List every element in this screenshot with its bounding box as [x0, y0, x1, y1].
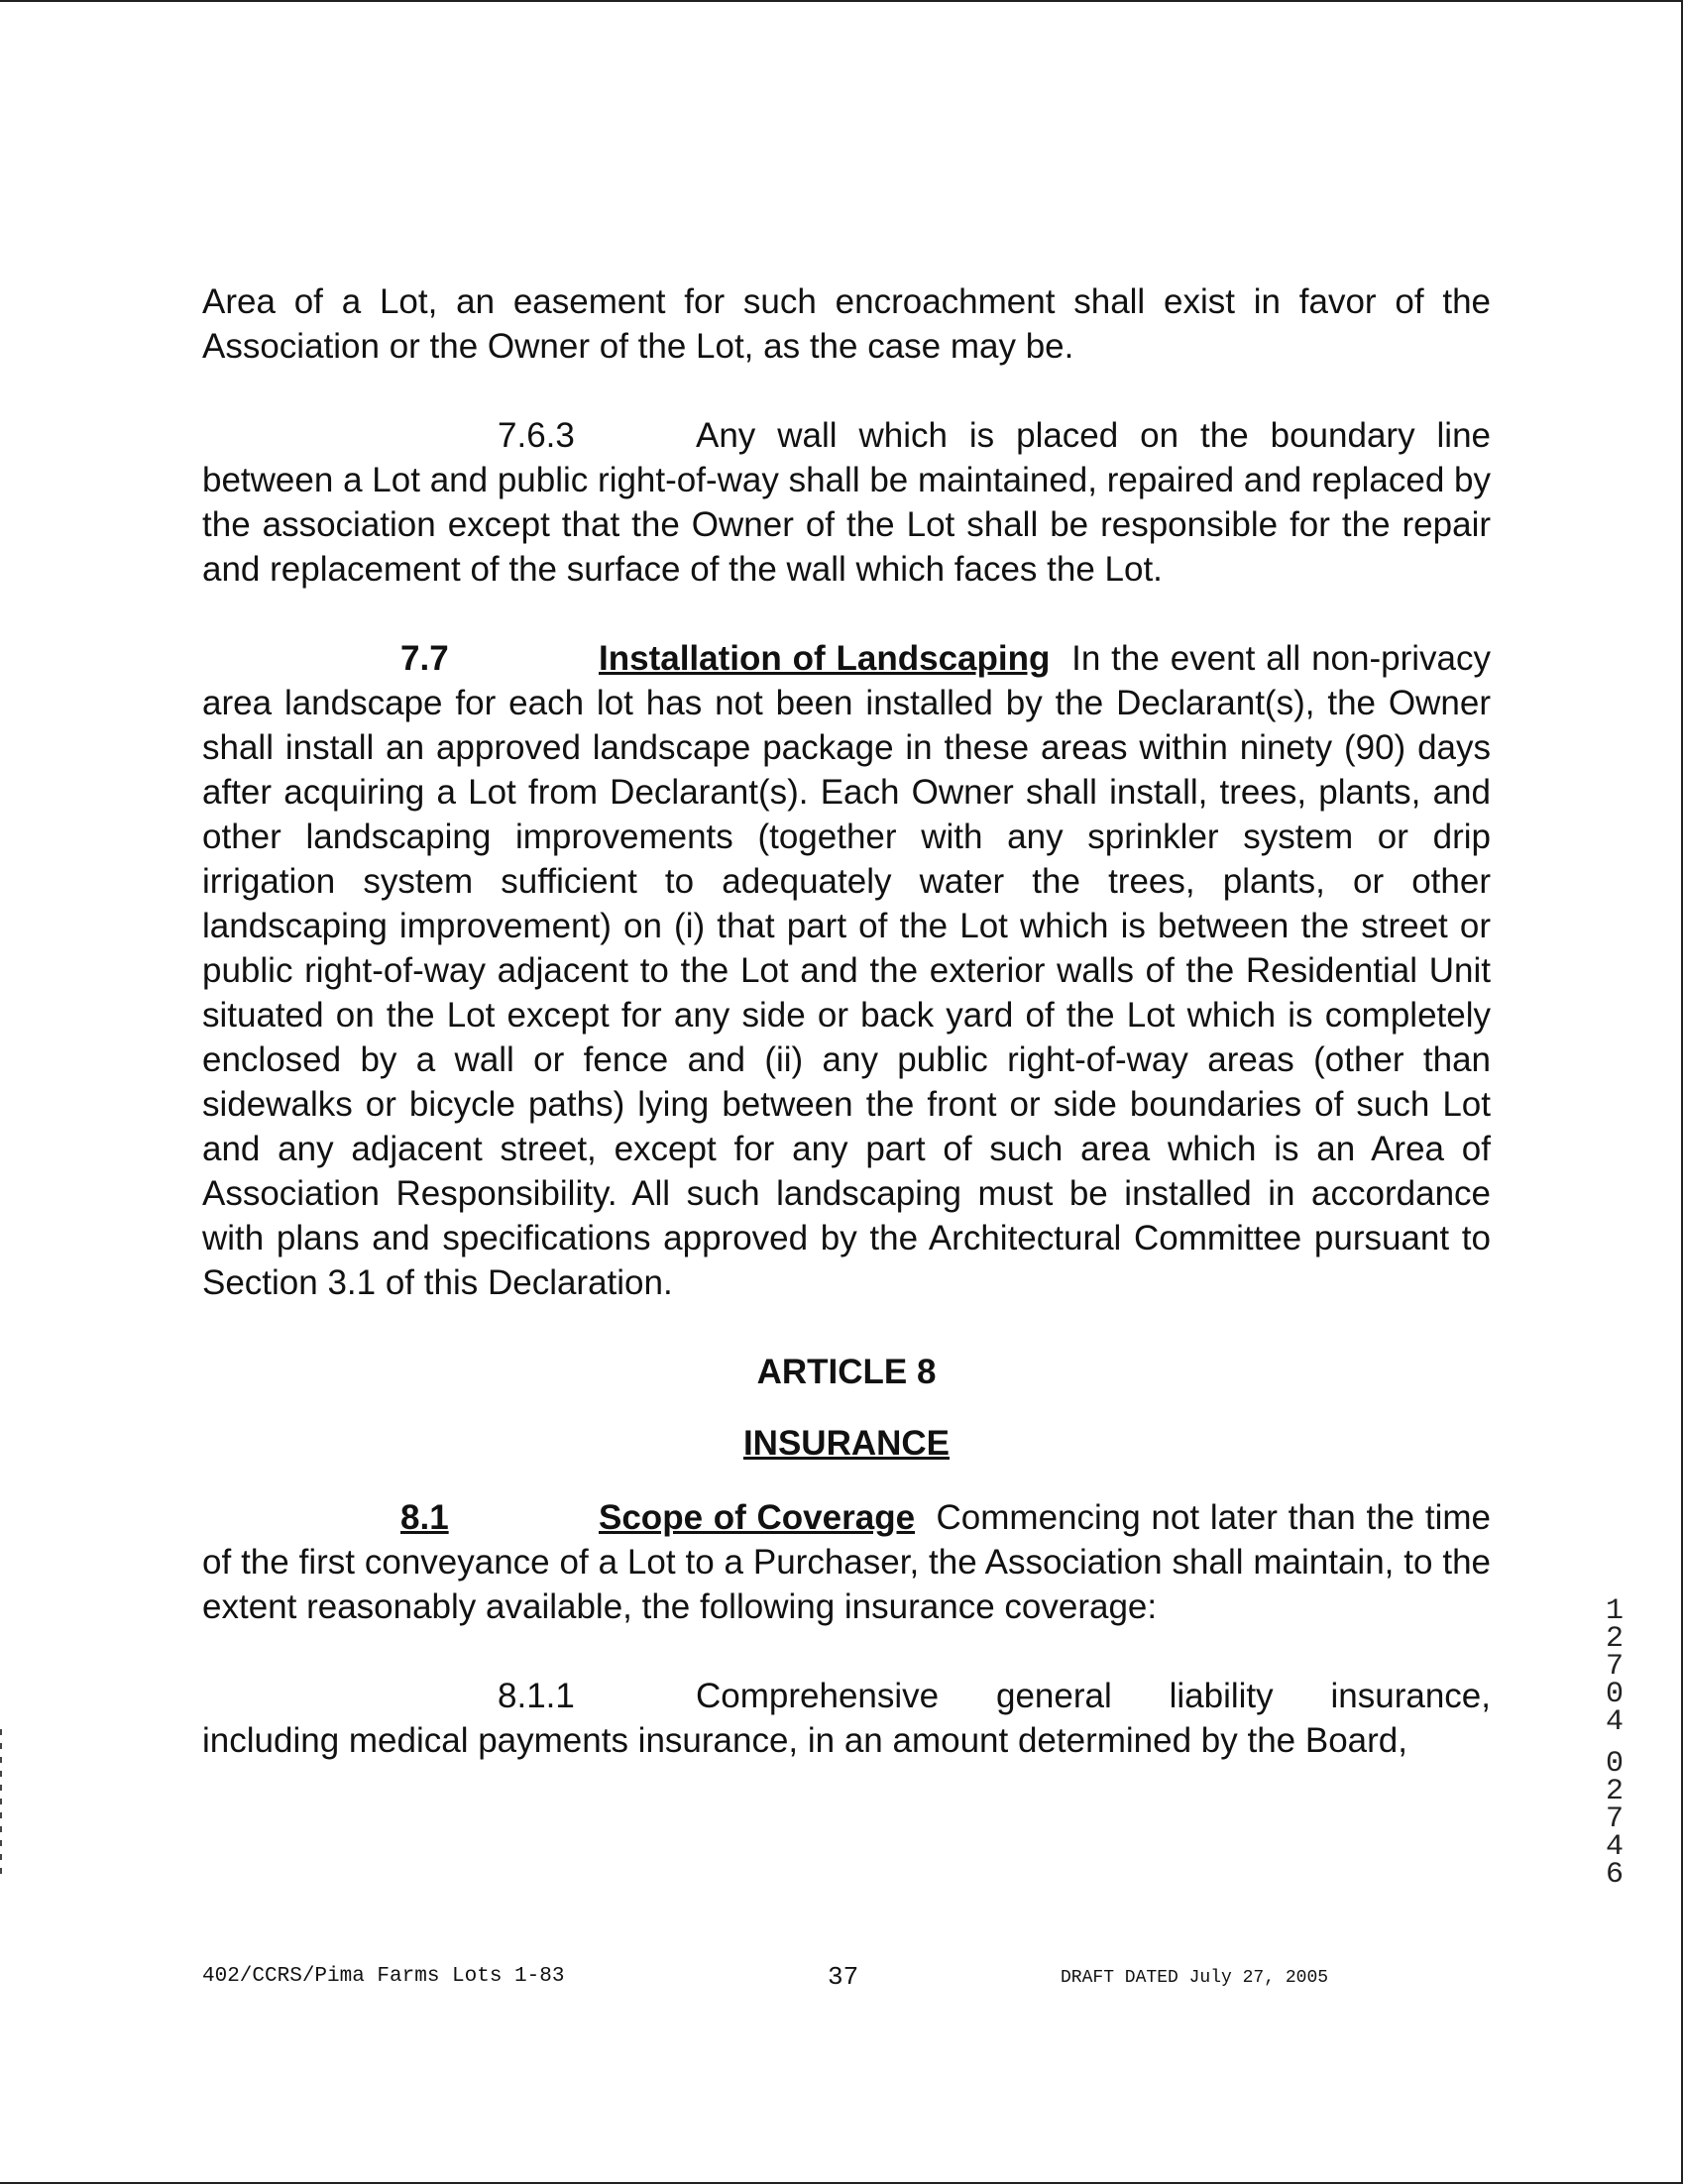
- footer-draft-date: DRAFT DATED July 27, 2005: [1061, 1968, 1329, 1988]
- section-heading: Scope of Coverage: [599, 1498, 916, 1537]
- section-8-1-1: [202, 1674, 1491, 1763]
- recording-stamp-part1: 12704: [1605, 1594, 1624, 1739]
- section-text: Commencing not later than the time of the first conveyance of a Lot to a Purchaser, the Association shall maintain, to the extent reasonably available, the following insurance coverage:: [202, 1498, 1491, 1626]
- footer-doc-ref: 402/CCRS/Pima Farms Lots 1-83: [202, 1965, 565, 1988]
- recording-stamp-part2: 02746: [1605, 1747, 1624, 1892]
- section-number: 8.1: [400, 1498, 449, 1537]
- document-body: [202, 279, 1491, 1763]
- section-number: 7.6.3: [498, 416, 575, 455]
- section-8-1: [202, 1495, 1491, 1629]
- continuation-paragraph: Area of a Lot, an easement for such encroachment shall exist in favor of the Association or the Owner of the Lot, as the case may be.: [202, 282, 1491, 366]
- section-heading: Installation of Landscaping: [599, 639, 1051, 678]
- section-text: Comprehensive general liability insurance, including medical payments insurance, in an amount determined by the Board,: [202, 1677, 1491, 1760]
- recording-stamp: [1598, 1594, 1631, 1903]
- section-7-7: [202, 636, 1491, 1305]
- section-text: Any wall which is placed on the boundary line between a Lot and public right-of-way shall be maintained, repaired and replaced by the association except that the Owner of the Lot shall be responsible for the repair and replacement of the surface of the wall which faces the Lot.: [202, 416, 1491, 589]
- article-number: ARTICLE 8: [756, 1353, 937, 1391]
- section-text: In the event all non-privacy area landscape for each lot has not been installed by the Declarant(s), the Owner shall install an approved landscape package in these areas within ninety (90) days after acquiring a Lot from Declarant(s). Each Owner shall install, trees, plants, and other landscaping improvements (together with any sprinkler system or drip irrigation system sufficient to adequately water the trees, plants, or other landscaping improvement) on (i) that part of the Lot which is between the street or public right-of-way adjacent to the Lot and the exterior walls of the Residential Unit situated on the Lot except for any side or back yard of the Lot which is completely enclosed by a wall or fence and (ii) any public right-of-way areas (other than sidewalks or bicycle paths) lying between the front or side boundaries of such Lot and any adjacent street, except for any part of such area which is an Area of Association Responsibility. All such landscaping must be installed in accordance with plans and specifications approved by the Architectural Committee pursuant to Section 3.1 of this Declaration.: [202, 639, 1491, 1302]
- scan-edge-marks: [0, 1729, 2, 1878]
- section-number: 8.1.1: [498, 1677, 575, 1715]
- footer-page-number: 37: [828, 1962, 859, 1992]
- article-title: INSURANCE: [742, 1424, 951, 1463]
- section-number: 7.7: [400, 639, 449, 678]
- section-7-6-3: [202, 413, 1491, 592]
